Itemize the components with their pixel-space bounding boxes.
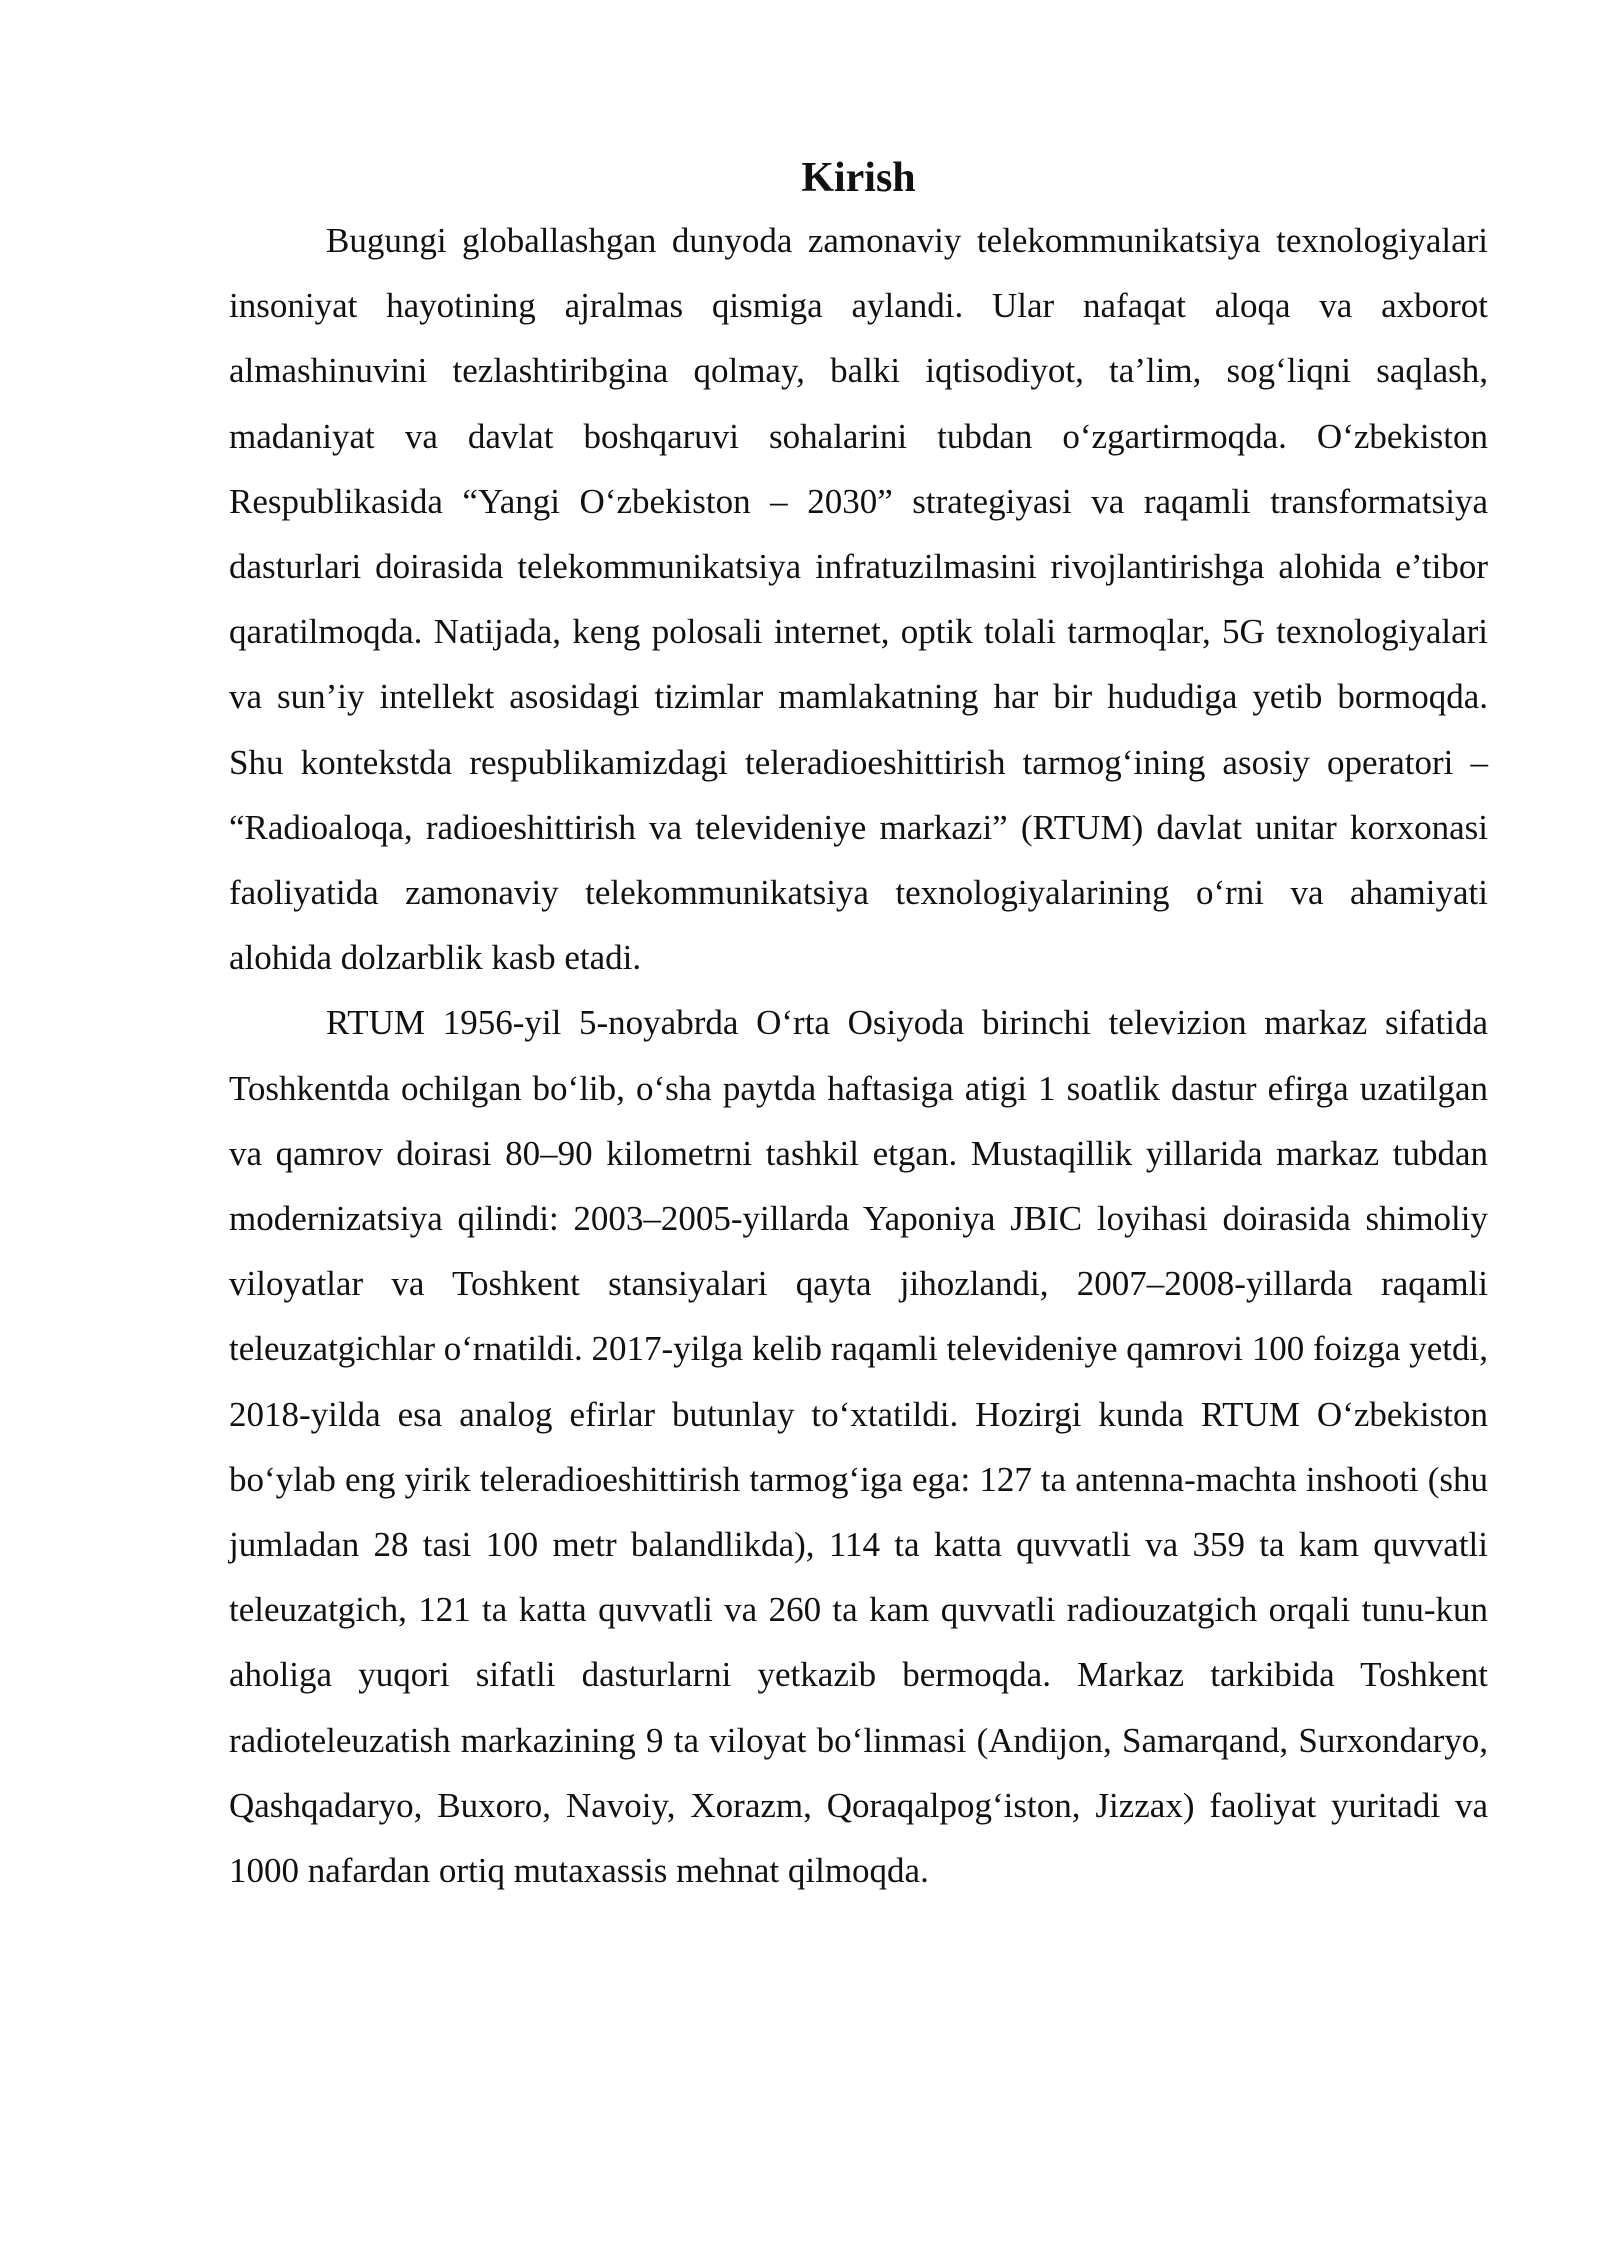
document-body (229, 148, 1488, 1903)
paragraph-rtum-history: RTUM 1956-yil 5-noyabrda O‘rta Osiyoda birinchi televizion markaz sifatida Toshkentda ochilgan bo‘lib, o‘sha paytda haftasiga atigi 1 soatlik dastur efirga uzatilgan va qamrov doirasi 80–90 kilometrni tashkil etgan. Mustaqillik yillarida markaz tubdan modernizatsiya qilindi: 2003–2005-yillarda Yaponiya JBIC loyihasi doirasida shimoliy viloyatlar va Toshkent stansiyalari qayta jihozlandi, 2007–2008-yillarda raqamli teleuzatgichlar o‘rnatildi. 2017-yilga kelib raqamli televideniye qamrovi 100 foizga yetdi, 2018-yilda esa analog efirlar butunlay to‘xtatildi. Hozirgi kunda RTUM O‘zbekiston bo‘ylab eng yirik teleradioeshittirish tarmog‘iga ega: 127 ta antenna-machta inshooti (shu jumladan 28 tasi 100 metr balandlikda), 114 ta katta quvvatli va 359 ta kam quvvatli teleuzatgich, 121 ta katta quvvatli va 260 ta kam quvvatli radiouzatgich orqali tunu-kun aholiga yuqori sifatli dasturlarni yetkazib bermoqda. Markaz tarkibida Toshkent radioteleuzatish markazining 9 ta viloyat bo‘linmasi (Andijon, Samarqand, Surxondaryo, Qashqadaryo, Buxoro, Navoiy, Xorazm, Qoraqalpog‘iston, Jizzax) faoliyat yuritadi va 1000 nafardan ortiq mutaxassis mehnat qilmoqda. (229, 1003, 1488, 1891)
page-title: Kirish (801, 155, 916, 201)
paragraph-intro: Bugungi globallashgan dunyoda zamonaviy telekommunikatsiya texnologiyalari insoniyat hayotining ajralmas qismiga aylandi. Ular nafaqat aloqa va axborot almashinuvini tezlashtiribgina qolmay, balki iqtisodiyot, ta’lim, sog‘liqni saqlash, madaniyat va davlat boshqaruvi sohalarini tubdan o‘zgartirmoqda. O‘zbekiston Respublikasida “Yangi O‘zbekiston – 2030” strategiyasi va raqamli transformatsiya dasturlari doirasida telekommunikatsiya infratuzilmasini rivojlantirishga alohida e’tibor qaratilmoqda. Natijada, keng polosali internet, optik tolali tarmoqlar, 5G texnologiyalari va sun’iy intellekt asosidagi tizimlar mamlakatning har bir hududiga yetib bormoqda. Shu kontekstda respublikamizdagi teleradioeshittirish tarmog‘ining asosiy operatori – “Radioaloqa, radioeshittirish va televideniye markazi” (RTUM) davlat unitar korxonasi faoliyatida zamonaviy telekommunikatsiya texnologiyalarining o‘rni va ahamiyati alohida dolzarblik kasb etadi. (229, 221, 1488, 978)
